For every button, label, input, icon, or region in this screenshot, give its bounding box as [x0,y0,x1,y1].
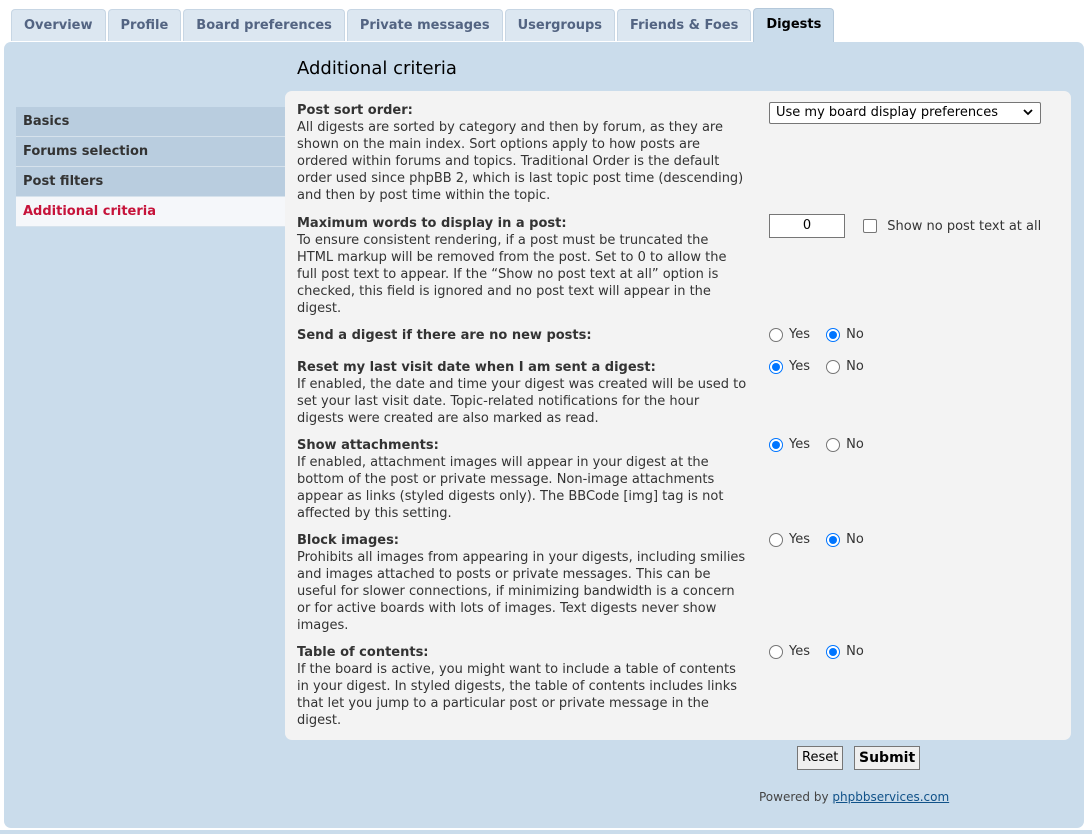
reset-last-visit-label: Reset my last visit date when I am sent a digest: [297,360,656,375]
table-of-contents-no-radio[interactable] [826,645,840,659]
max-words-description: To ensure consistent rendering, if a post must be truncated the HTML markup will be removed from the post. Set to 0 to allow the full post text to appear. If the “Show no post text at all” option is checked, this field is ignored and no post text will appear in the digest. [297,233,727,316]
show-no-post-text-checkbox[interactable] [863,219,877,233]
submit-button[interactable]: Submit [854,746,920,770]
radio-label-no: No [846,644,864,659]
tab-usergroups[interactable]: Usergroups [505,9,615,41]
phpbbservices-link[interactable]: phpbbservices.com [832,790,950,804]
block-images-label: Block images: [297,533,400,548]
post-sort-order-description: All digests are sorted by category and then by forum, as they are shown on the main index. Sort options apply to how posts are ordered within forums and topics. Traditional Order is the default order used since phpBB 2, which is last topic post time (descending) and then by post time within the topic. [297,120,744,203]
radio-label-yes: Yes [789,532,810,547]
page-title: Additional criteria [297,58,457,79]
show-attachments-description: If enabled, attachment images will appear in your digest at the bottom of the post or private message. Non-image attachments appear as links (styled digests only). The BBCode [img] tag is not affected by this setting. [297,455,724,521]
no-new-posts-no-radio[interactable] [826,328,840,342]
table-of-contents-label: Table of contents: [297,645,429,660]
max-words-input[interactable]: 0 [769,214,845,238]
tab-digests[interactable]: Digests [753,8,834,42]
sidebar-item-additional-criteria[interactable]: Additional criteria [16,197,286,227]
show-attachments-yes-radio[interactable] [769,438,783,452]
show-no-post-text-label: Show no post text at all [887,218,1042,234]
table-of-contents-description: If the board is active, you might want to include a table of contents in your digest. In styled digests, the table of contents includes links that let you jump to a particular post or private message in the digest. [297,662,738,728]
radio-label-no: No [846,327,864,342]
max-words-label: Maximum words to display in a post: [297,216,567,231]
post-sort-order-select[interactable] [769,102,1041,124]
post-sort-order-label: Post sort order: [297,103,413,118]
reset-last-visit-description: If enabled, the date and time your digest was created will be used to set your last visit date. Topic-related notifications for the hour digests were created are also marked as read. [297,377,747,426]
tab-profile[interactable]: Profile [108,9,182,41]
settings-panel [285,91,1071,740]
post-sort-order-value: Use my board display preferences [776,105,998,120]
bottom-divider [0,830,1092,834]
radio-label-yes: Yes [789,644,810,659]
no-new-posts-yes-radio[interactable] [769,328,783,342]
radio-label-yes: Yes [789,327,810,342]
table-of-contents-yes-radio[interactable] [769,645,783,659]
tab-overview[interactable]: Overview [11,9,106,41]
tab-board-preferences[interactable]: Board preferences [183,9,345,41]
powered-by [759,790,949,804]
reset-last-visit-no-radio[interactable] [826,360,840,374]
block-images-description: Prohibits all images from appearing in your digests, including smilies and images attached to posts or private messages. This can be useful for slower connections, if minimizing bandwidth is a concern or for active boards with lots of images. Text digests never show images. [297,550,746,633]
tab-bar [11,8,836,42]
sidebar-item-post-filters[interactable]: Post filters [16,167,286,197]
sidebar-item-forums-selection[interactable]: Forums selection [16,137,286,167]
block-images-yes-radio[interactable] [769,533,783,547]
show-attachments-label: Show attachments: [297,438,439,453]
reset-button[interactable]: Reset [797,746,843,770]
reset-last-visit-yes-radio[interactable] [769,360,783,374]
sidebar-item-basics[interactable]: Basics [16,107,286,137]
radio-label-no: No [846,532,864,547]
powered-by-label: Powered by [759,790,829,804]
sidebar [16,107,286,227]
no-new-posts-label: Send a digest if there are no new posts: [297,328,592,343]
show-attachments-no-radio[interactable] [826,438,840,452]
radio-label-no: No [846,359,864,374]
radio-label-yes: Yes [789,437,810,452]
radio-label-no: No [846,437,864,452]
tab-friends-foes[interactable]: Friends & Foes [617,9,751,41]
radio-label-yes: Yes [789,359,810,374]
tab-private-messages[interactable]: Private messages [347,9,503,41]
block-images-no-radio[interactable] [826,533,840,547]
chevron-down-icon [1022,103,1034,129]
